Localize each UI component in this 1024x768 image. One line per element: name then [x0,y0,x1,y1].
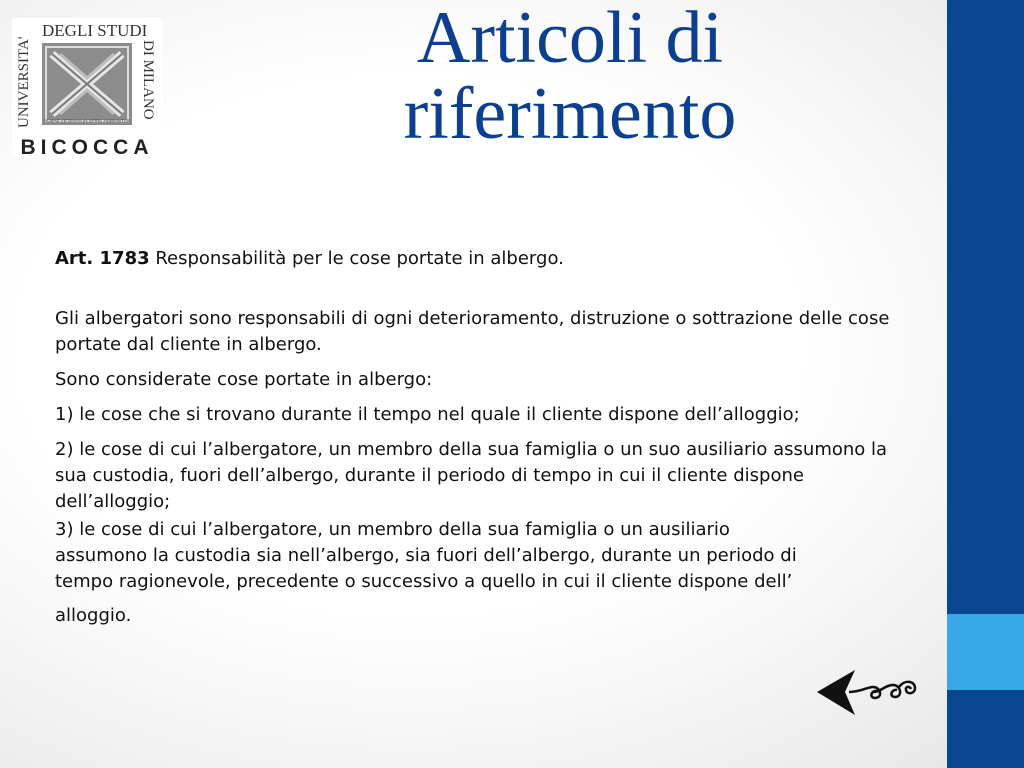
svg-text:DI MILANO: DI MILANO [140,40,156,120]
article-heading [55,246,915,272]
ornamental-back-arrow-icon [815,665,925,720]
sidebar-accent-block [947,614,1024,690]
article-paragraph: 2) le cose di cui l’albergatore, un membro della sua famiglia o un suo ausiliario assumono la sua custodia, fuori dell’albergo, durante il periodo di tempo in cui il cliente dispone dell’alloggio; [55,439,888,512]
svg-text:BICOCCA: BICOCCA [20,136,154,158]
article-line: tempo ragionevole, precedente o successivo a quello in cui il cliente dispone dell’ [55,571,793,592]
article-line: assumono la custodia sia nell’albergo, sia fuori dell’albergo, durante un periodo di [55,545,797,566]
article-line: alloggio. [55,605,132,626]
article-paragraph: 1) le cose che si trovano durante il tempo nel quale il cliente dispone dell’alloggio; [55,404,800,425]
svg-text:ALMAE VETERAS IN SPIRE HUMANIT: ALMAE VETERAS IN SPIRE HUMANITAS [44,118,130,123]
bicocca-logo-icon [12,18,162,158]
article-body [55,246,915,646]
article-title: Responsabilità per le cose portate in albergo. [149,248,564,269]
slide-title-line-1: Articoli di [416,0,724,79]
svg-text:UNIVERSITA': UNIVERSITA' [16,36,32,128]
slide-title [270,0,870,155]
article-paragraph: Gli albergatori sono responsabili di ogni deterioramento, distruzione o sottrazione delle cose portate dal cliente in albergo. [55,308,890,355]
university-logo [12,18,162,158]
article-paragraph: Sono considerate cose portate in albergo: [55,369,433,390]
svg-text:DEGLI STUDI: DEGLI STUDI [42,21,148,40]
slide-title-line-2: riferimento [403,73,737,155]
article-paragraph-last [55,517,915,637]
article-line: 3) le cose di cui l’albergatore, un membro della sua famiglia o un ausiliario [55,519,730,540]
article-number: Art. 1783 [55,248,150,269]
back-button[interactable] [815,665,925,720]
